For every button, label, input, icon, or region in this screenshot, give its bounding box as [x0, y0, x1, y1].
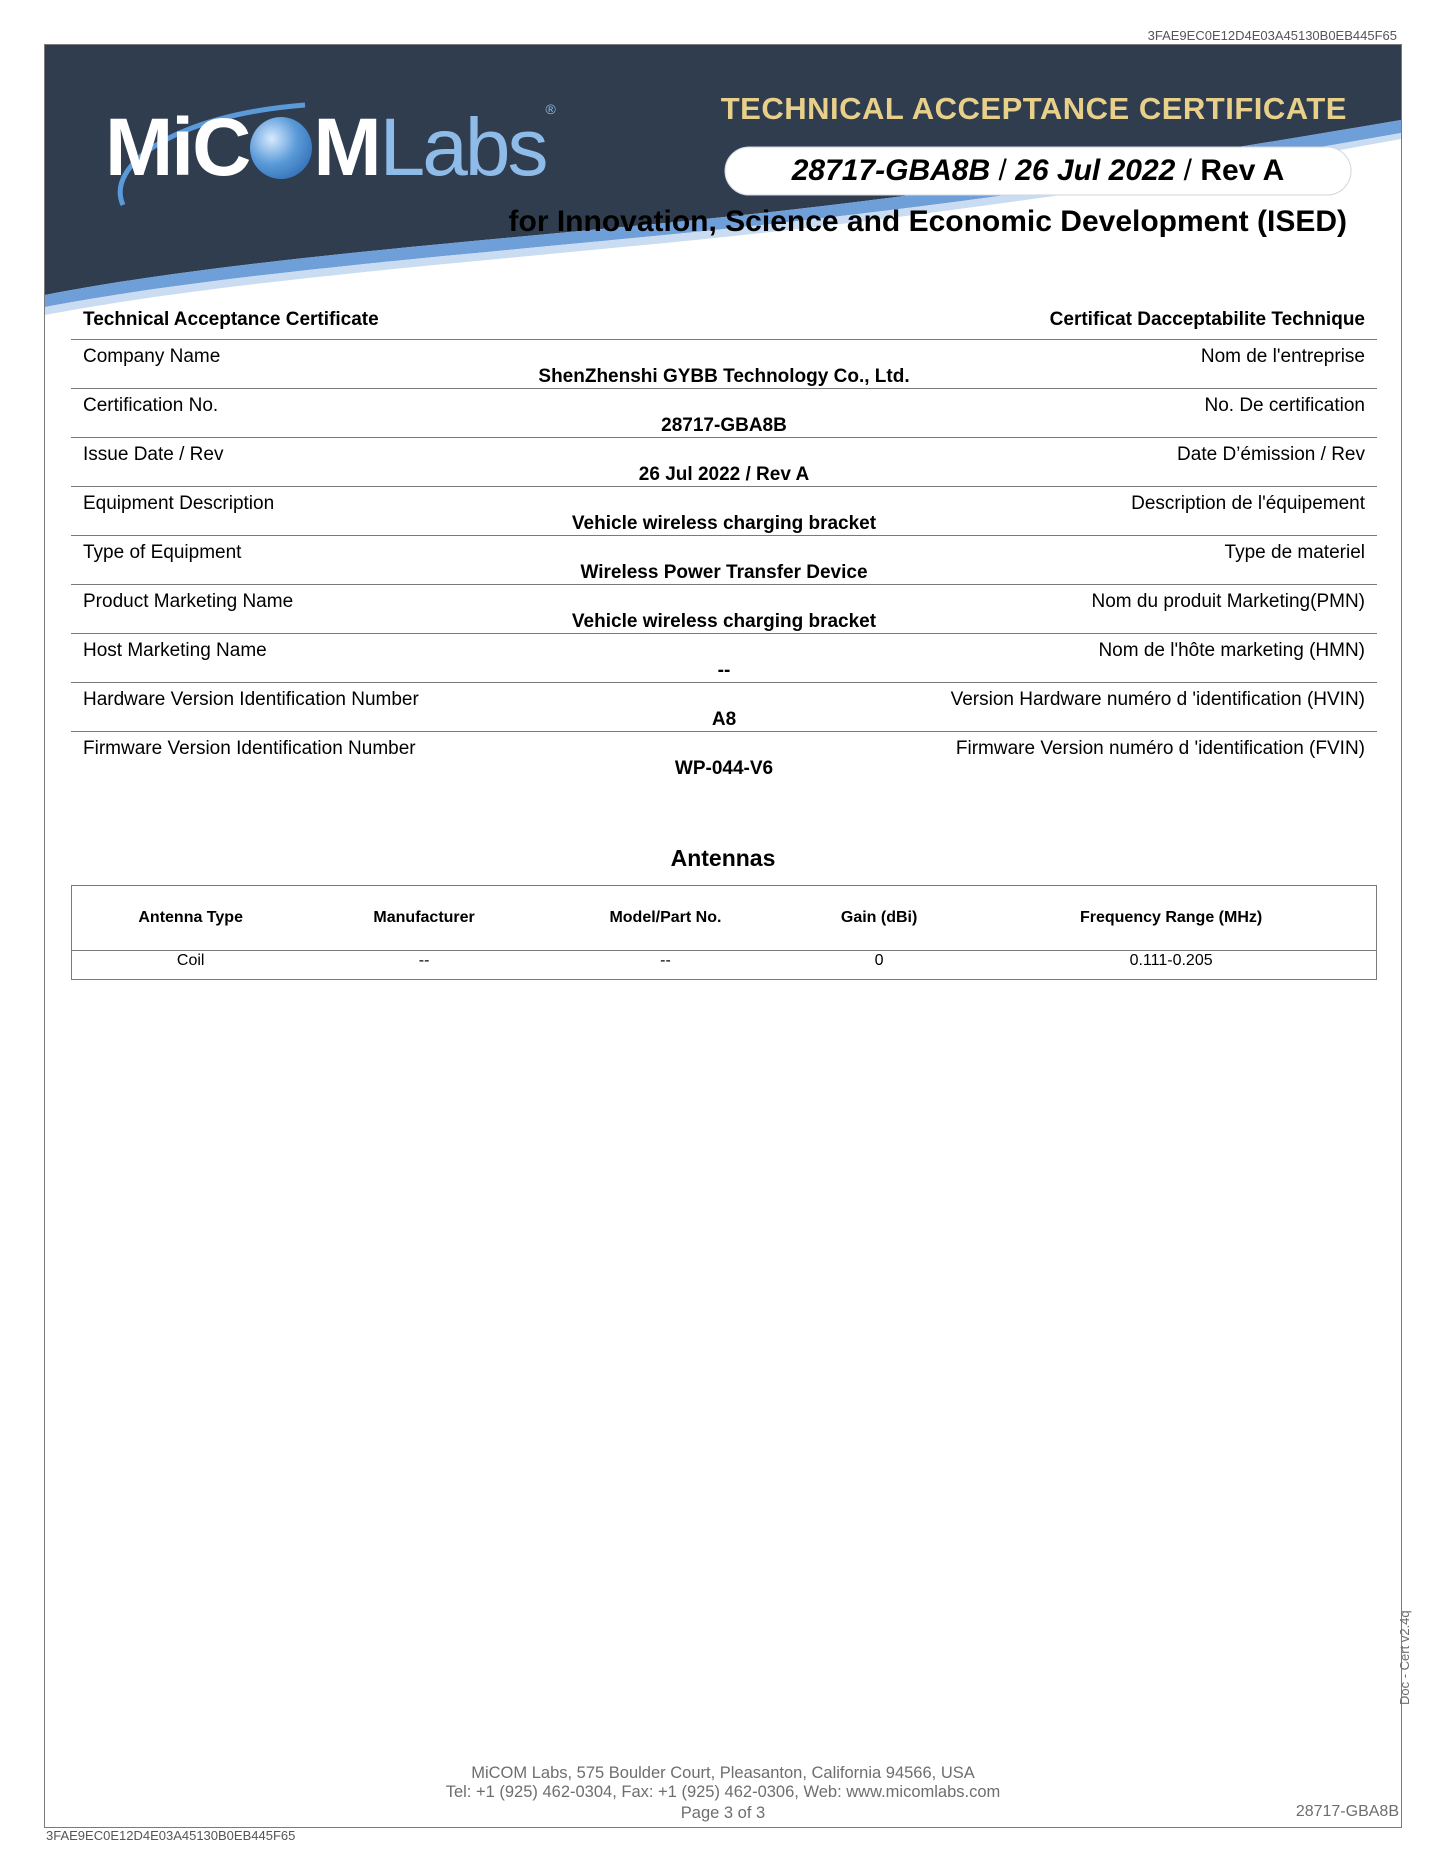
field-value: WP-044-V6: [674, 758, 774, 779]
field-label-fr: Type de materiel: [1224, 542, 1365, 563]
field-label-en: Host Marketing Name: [83, 640, 267, 661]
field-row-product-marketing-name: [71, 585, 1377, 634]
footer-contact: Tel: +1 (925) 462-0304, Fax: +1 (925) 462-0306, Web: www.micomlabs.com: [445, 1783, 1001, 1801]
logo-text-bold-after: M: [313, 102, 380, 193]
separator: /: [1183, 154, 1192, 187]
certificate-title: TECHNICAL ACCEPTANCE CERTIFICATE: [720, 91, 1347, 126]
field-row-host-marketing-name: [71, 634, 1377, 683]
doc-version: Doc - Cert v2.4q: [1397, 1610, 1412, 1705]
field-label-fr: Firmware Version numéro d 'identification (FVIN): [955, 738, 1365, 759]
column-header: Gain (dBi): [792, 886, 966, 951]
page-footer: [45, 1764, 1401, 1823]
field-value: 28717-GBA8B: [661, 415, 787, 436]
logo-text-light: Labs: [379, 102, 546, 193]
field-value: Vehicle wireless charging bracket: [571, 513, 877, 534]
table-row: [72, 951, 1377, 980]
certificate-fields: [71, 309, 1377, 780]
header-banner: [45, 45, 1401, 315]
separator: /: [998, 154, 1007, 187]
cert-rev: Rev A: [1200, 154, 1285, 187]
field-row-cert-number: [71, 389, 1377, 438]
field-row-fvin: [71, 732, 1377, 780]
field-label-fr: Description de l'équipement: [1131, 493, 1365, 514]
field-label-fr: Nom de l'entreprise: [1200, 346, 1365, 367]
antennas-heading: Antennas: [670, 845, 776, 871]
field-value: 26 Jul 2022 / Rev A: [638, 464, 810, 485]
table-cell: Coil: [176, 952, 205, 969]
footer-address: MiCOM Labs, 575 Boulder Court, Pleasanton, California 94566, USA: [471, 1764, 975, 1782]
field-value: --: [717, 660, 731, 681]
fields-heading: [71, 309, 1377, 340]
field-row-hvin: [71, 683, 1377, 732]
field-label-fr: Nom du produit Marketing(PMN): [1091, 591, 1365, 612]
field-row-equipment-description: [71, 487, 1377, 536]
page-number: Page 3 of 3: [680, 1804, 766, 1822]
table-cell: 0: [874, 952, 884, 969]
column-header: Manufacturer: [309, 886, 539, 951]
field-value: ShenZhenshi GYBB Technology Co., Ltd.: [538, 366, 910, 387]
column-header: Antenna Type: [72, 886, 310, 951]
field-row-equipment-type: [71, 536, 1377, 585]
field-label-en: Type of Equipment: [83, 542, 242, 563]
document-hash-bottom: 3FAE9EC0E12D4E03A45130B0EB445F65: [46, 1828, 296, 1843]
field-row-issue-date: [71, 438, 1377, 487]
table-header-row: [72, 886, 1377, 951]
field-label-en: Equipment Description: [83, 493, 275, 514]
field-label-en: Certification No.: [83, 395, 219, 416]
field-label-fr: Version Hardware numéro d 'identification (HVIN): [950, 689, 1365, 710]
field-row-company: [71, 340, 1377, 389]
field-value: Wireless Power Transfer Device: [580, 562, 868, 583]
footer-doc-id: 28717-GBA8B: [1295, 1803, 1399, 1820]
field-label-en: Company Name: [83, 346, 221, 367]
certificate-id-pill: [725, 147, 1351, 195]
field-label-fr: Date D’émission / Rev: [1177, 444, 1365, 465]
column-header: Model/Part No.: [539, 886, 792, 951]
field-label-fr: Nom de l'hôte marketing (HMN): [1098, 640, 1365, 661]
field-value: A8: [711, 709, 737, 730]
table-cell: 0.111-0.205: [1129, 952, 1213, 969]
globe-icon: [250, 117, 312, 179]
field-label-en: Issue Date / Rev: [83, 444, 224, 465]
heading-english: Technical Acceptance Certificate: [83, 309, 379, 330]
cert-number: 28717-GBA8B: [791, 154, 991, 187]
field-label-en: Firmware Version Identification Number: [83, 738, 416, 759]
field-value: Vehicle wireless charging bracket: [571, 611, 877, 632]
table-cell: --: [418, 952, 430, 969]
document-hash-top: 3FAE9EC0E12D4E03A45130B0EB445F65: [1147, 28, 1397, 43]
antennas-table: [71, 885, 1377, 980]
field-label-fr: No. De certification: [1204, 395, 1365, 416]
cert-date: 26 Jul 2022: [1015, 154, 1176, 187]
logo-text-bold: MiC: [105, 102, 250, 193]
field-label-en: Product Marketing Name: [83, 591, 294, 612]
heading-french: Certificat Dacceptabilite Technique: [1049, 309, 1365, 330]
certificate-subtitle: for Innovation, Science and Economic Development (ISED): [508, 205, 1347, 238]
logo-registered-mark: ®: [545, 101, 554, 117]
table-cell: --: [660, 952, 671, 969]
field-label-en: Hardware Version Identification Number: [83, 689, 419, 710]
micom-labs-logo: [105, 101, 554, 195]
certificate-frame: [44, 44, 1412, 1828]
column-header: Frequency Range (MHz): [966, 886, 1376, 951]
